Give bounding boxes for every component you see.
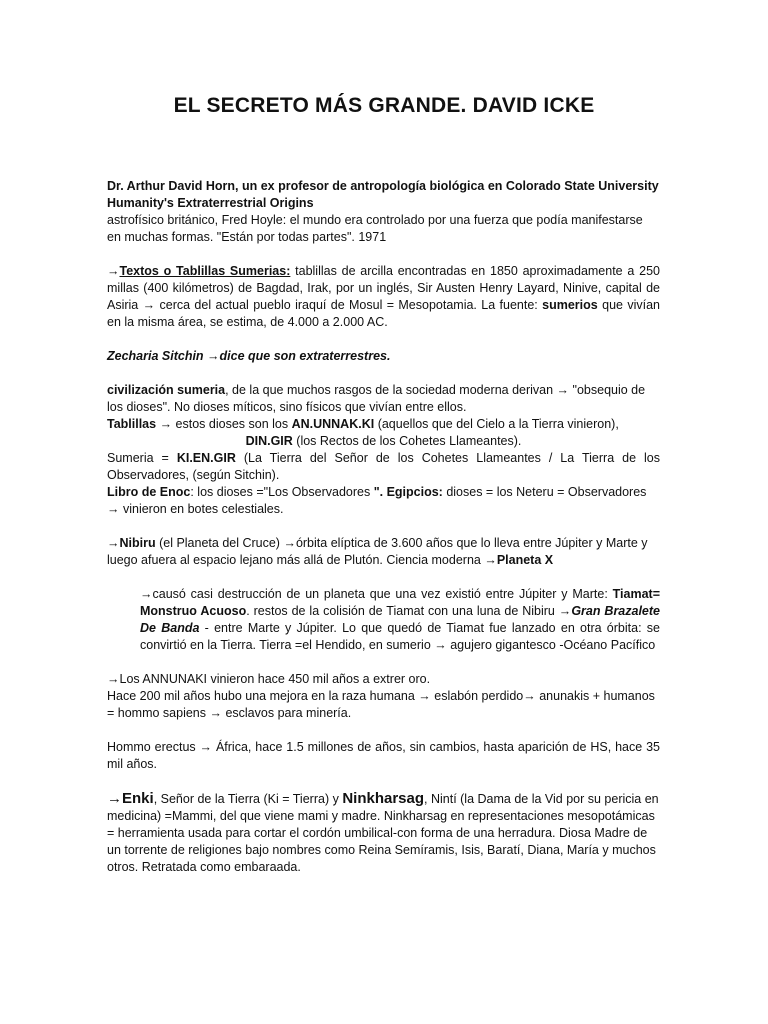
tablillas-line: Tablillas → estos dioses son los AN.UNNAK.KI (aquellos que del Cielo a la Tierra vinieron), [107, 417, 619, 431]
hoyle-paragraph: astrofísico británico, Fred Hoyle: el mundo era controlado por una fuerza que podía manifestarse en muchas formas. "Están por todas partes". 1971 [107, 213, 643, 244]
tiamat-paragraph: →causó casi destrucción de un planeta que una vez existió entre Júpiter y Marte: Tiamat= Monstruo Acuoso. restos de la colisión de Tiamat con una luna de Nibiru →Gran Brazalete De Banda - entre Marte y Júpiter. Lo que quedó de Tiamat fue lanzado en otra órbita: se convirtió en la Tierra. Tierra =el Hendido, en sumerio → agujero gigantesco -Océano Pacífico [140, 587, 660, 652]
sumerian-tablets-paragraph: →Textos o Tablillas Sumerias: tablillas de arcilla encontradas en 1850 aproximadamente a 250 millas (400 kilómetros) de Bagdad, Irak, por un inglés, Sir Austen Henry Layard, Ninive, capital de Asiria → cerca del actual pueblo iraquí de Mosul = Mesopotamia. La fuente: sumerios que vivían en la misma área, se estima, de 4.000 a 2.000 AC. [107, 264, 660, 329]
kiengir-line: Sumeria = KI.EN.GIR (La Tierra del Señor de los Cohetes Llameantes / La Tierra de los Observadores, (según Sitchin). [107, 451, 661, 482]
annunaki-line: →Los ANNUNAKI vinieron hace 450 mil años a extrer oro. [107, 672, 431, 686]
human-improvement-line: Hace 200 mil años hubo una mejora en la raza humana → eslabón perdido→ anunakis + humanos = hommo sapiens → esclavos para minería. [107, 689, 655, 720]
enoch-line: Libro de Enoc: los dioses ="Los Observadores ". Egipcios: dioses = los Neteru = Observadores → vinieron en botes celestiales. [107, 485, 647, 516]
arrow-icon: → [207, 349, 220, 363]
document-body [107, 178, 660, 876]
homo-erectus-paragraph: Hommo erectus → África, hace 1.5 millones de años, sin cambios, hasta aparición de HS, hace 35 mil años. [107, 740, 660, 771]
document-title: EL SECRETO MÁS GRANDE. DAVID ICKE [173, 94, 595, 117]
arrow-icon: → [107, 264, 120, 278]
book-title-line: Humanity's Extraterrestrial Origins [107, 196, 314, 210]
enki-paragraph: →Enki, Señor de la Tierra (Ki = Tierra) y Ninkharsag, Nintí (la Dama de la Vid por su pericia en medicina) =Mammi, del que viene mami y madre. Ninkharsag en representaciones mesopotámicas = herramienta usada para cortar el cordón umbilical-con forma de una herradura. Diosa Madre de un torrente de religiones bajo nombres como Reina Semíramis, Isis, Baratí, Diana, María y muchos otros. Retratada como embaraada. [107, 790, 659, 874]
sumerian-civilization-paragraph: civilización sumeria, de la que muchos rasgos de la sociedad moderna derivan → "obsequio de los dioses". No dioses míticos, sino físicos que vivían entre ellos. [107, 383, 646, 414]
horn-line: Dr. Arthur David Horn, un ex profesor de antropología biológica en Colorado State University [107, 179, 659, 193]
arrow-icon: → [107, 790, 122, 807]
nibiru-paragraph: →Nibiru (el Planeta del Cruce) →órbita elíptica de 3.600 años que lo lleva entre Júpiter y Marte y luego afuera al espacio lejano más allá de Plutón. Ciencia moderna →Planeta X [107, 536, 648, 567]
arrow-icon: → [107, 536, 120, 550]
tablets-heading: Textos o Tablillas Sumerias: [119, 264, 291, 278]
sitchin-line: Zecharia Sitchin →dice que son extraterrestres. [107, 349, 391, 363]
dingir-line: DIN.GIR (los Rectos de los Cohetes Llameantes). [245, 434, 522, 448]
